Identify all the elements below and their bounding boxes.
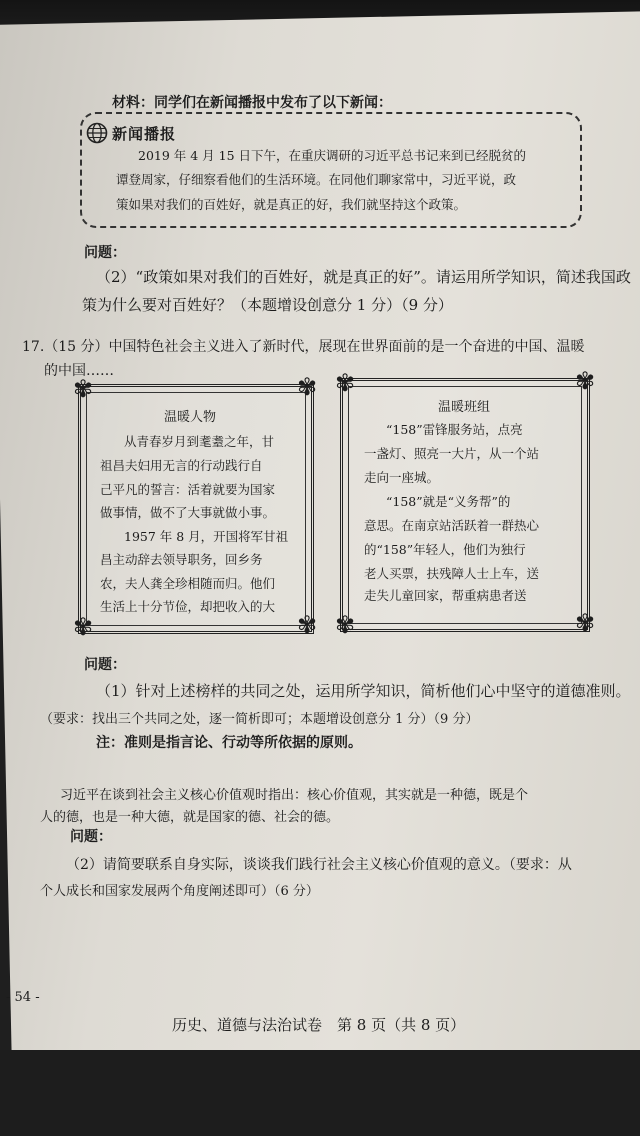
corner-ornament-icon: ✾ [574,609,596,637]
box-right-line: 一盏灯、照亮一大片，从一个站 [364,446,540,461]
box-right-line: 老人买票，扶残障人士上车，送 [364,566,540,581]
quote-line-2: 人的德，也是一种大德，就是国家的德、社会的德。 [40,810,340,825]
quote-line-1: 习近平在谈到社会主义核心价值观时指出：核心价值观，其实就是一种德，既是个 [60,788,529,803]
box-right-line: 的“158”年轻人，他们为独行 [364,542,526,557]
news-line-1: 2019 年 4 月 15 日下午，在重庆调研的习近平总书记来到已经脱贫的 [138,148,527,163]
q16-label: 问题： [84,245,126,261]
q17-line-1: 17.（15 分）中国特色社会主义进入了新时代，展现在世界面前的是一个奋进的中国、温暖 [22,339,585,355]
corner-ornament-icon: ✾ [334,369,356,397]
box-left-line: 己平凡的誓言：活着就要为国家 [100,482,276,497]
news-line-3: 策如果对我们的百姓好，就是真正的好，我们就坚持这个政策。 [116,197,467,212]
box-right-line: 走向一座城。 [364,470,440,485]
q17-question-label: 问题： [84,657,126,673]
box-right-line: 走失儿童回家，帮重病患者送 [364,588,527,603]
q17-q2-line-1: （2）请简要联系自身实际，谈谈我们践行社会主义核心价值观的意义。（要求：从 [66,857,572,873]
news-title: 新闻播报 [112,125,177,143]
box-left-line: 1957 年 8 月，开国将军甘祖 [124,529,289,544]
box-right-title: 温暖班组 [438,400,491,415]
q17-note: 注：准则是指言论、行动等所依据的原则。 [96,735,362,751]
footer-title: 历史、道德与法治试卷 第 8 页（共 8 页） [172,1016,466,1034]
corner-ornament-icon: ✾ [334,611,356,639]
box-left-line: 生活上十分节俭，却把收入的大 [100,599,276,614]
q17-q1-line-1: （1）针对上述榜样的共同之处，运用所学知识，简析他们心中坚守的道德准则。 [96,682,631,700]
q17-q1-line-2: （要求：找出三个共同之处，逐一简析即可；本题增设创意分 1 分）（9 分） [40,712,479,727]
box-left-line: 做事情，做不了大事就做小事。 [100,505,276,520]
box-left-line: 从青春岁月到耄耋之年，甘 [124,434,275,449]
news-line-2: 谭登周家，仔细察看他们的生活环境。在同他们聊家常中，习近平说，政 [116,172,517,187]
q17-line-2: 的中国…… [44,363,114,379]
corner-ornament-icon: ✾ [296,611,318,639]
box-right-line: 意思。在南京站活跃着一群热心 [364,518,540,533]
box-left-title: 温暖人物 [164,410,217,425]
q16-line-1: （2）“政策如果对我们的百姓好，就是真正的好”。请运用所学知识，简述我国政 [96,268,631,286]
q16-line-2: 策为什么要对百姓好？（本题增设创意分 1 分）（9 分） [82,296,453,314]
corner-ornament-icon: ✾ [72,613,94,641]
material-label: 材料：同学们在新闻播报中发布了以下新闻： [112,95,392,111]
corner-ornament-icon: ✾ [574,367,596,395]
box-left-line: 祖昌夫妇用无言的行动践行自 [100,458,263,473]
box-right-line: “158”就是“义务帮”的 [386,494,511,509]
q17-q2-line-2: 个人成长和国家发展两个角度阐述即可）（6 分） [40,884,319,899]
box-left-line: 农，夫人龚全珍相随而归。他们 [100,576,276,591]
box-right-line: “158”雷锋服务站，点亮 [386,422,523,437]
globe-icon [86,122,108,144]
q17-question-label-2: 问题： [70,829,112,845]
bottom-shadow [0,1050,640,1136]
corner-ornament-icon: ✾ [296,373,318,401]
corner-ornament-icon: ✾ [72,375,94,403]
box-left-line: 昌主动辞去领导职务，回乡务 [100,552,263,567]
page-number: - 54 - [6,990,40,1005]
